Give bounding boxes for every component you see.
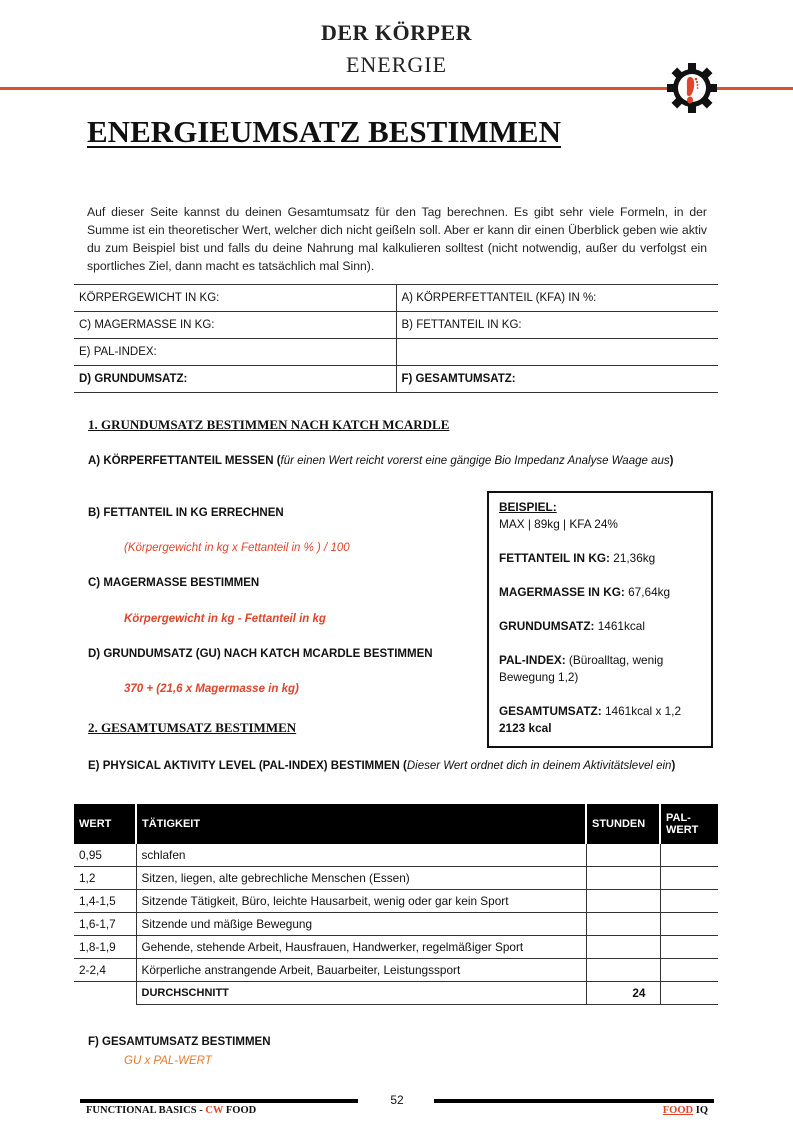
step-c: C) MAGERMASSE BESTIMMEN	[88, 577, 260, 589]
cell-taetigkeit: Gehende, stehende Arbeit, Hausfrauen, Handwerker, regelmäßiger Sport	[136, 936, 586, 959]
footer-rule-left	[80, 1099, 358, 1103]
cell-pal-wert[interactable]	[660, 867, 718, 890]
cell-taetigkeit: schlafen	[136, 844, 586, 867]
cell-taetigkeit: Sitzende und mäßige Bewegung	[136, 913, 586, 936]
example-result: 2123 kcal	[499, 721, 552, 735]
field-magermasse[interactable]: C) MAGERMASSE IN KG:	[74, 312, 396, 339]
formula-fettanteil: (Körpergewicht in kg x Fettanteil in % ) / 100	[124, 542, 350, 554]
example-pal: PAL-INDEX: (Büroalltag, wenig Bewegung 1,2)	[499, 653, 664, 684]
table-row	[74, 959, 718, 982]
step-a-note: für einen Wert reicht vorerst eine gängige Bio Impedanz Analyse Waage aus	[280, 455, 670, 467]
field-fettanteil[interactable]: B) FETTANTEIL IN KG:	[396, 312, 718, 339]
field-grundumsatz[interactable]: D) GRUNDUMSATZ:	[74, 366, 396, 393]
col-header-pal-wert: PAL-WERT	[660, 804, 718, 844]
cell-stunden[interactable]	[586, 936, 660, 959]
col-header-stunden: STUNDEN	[586, 804, 660, 844]
step-b: B) FETTANTEIL IN KG ERRECHNEN	[88, 507, 284, 519]
chapter-subtitle: ENERGIE	[345, 52, 448, 77]
cell-stunden[interactable]	[586, 844, 660, 867]
field-empty	[396, 339, 718, 366]
cell-stunden[interactable]	[586, 890, 660, 913]
cell-pal-wert[interactable]	[660, 913, 718, 936]
col-header-wert: WERT	[74, 804, 136, 844]
page-title: ENERGIEUMSATZ BESTIMMEN	[87, 114, 561, 149]
chapter-title: DER KÖRPER	[320, 20, 473, 45]
cell-wert: 1,2	[74, 867, 136, 890]
cell-taetigkeit: Sitzende Tätigkeit, Büro, leichte Hausarbeit, wenig oder gar kein Sport	[136, 890, 586, 913]
field-kfa[interactable]: A) KÖRPERFETTANTEIL (KFA) IN %:	[396, 285, 718, 312]
step-a-end: )	[669, 455, 674, 467]
example-fettanteil: FETTANTEIL IN KG: 21,36kg	[499, 551, 656, 565]
example-box	[487, 491, 713, 748]
cell-stunden[interactable]	[586, 913, 660, 936]
cell-empty	[74, 982, 136, 1005]
col-header-taetigkeit: TÄTIGKEIT	[136, 804, 586, 844]
footer-rule-right	[434, 1099, 714, 1103]
cell-pal-wert[interactable]	[660, 844, 718, 867]
example-gesamtumsatz: GESAMTUMSATZ: 1461kcal x 1,2	[499, 704, 682, 718]
example-title: BEISPIEL:	[499, 500, 557, 514]
step-e-label: E) PHYSICAL AKTIVITY LEVEL (PAL-INDEX) BESTIMMEN (	[88, 760, 407, 772]
formula-grundumsatz: 370 + (21,6 x Magermasse in kg)	[124, 683, 299, 695]
table-total-row	[74, 982, 718, 1005]
cell-wert: 2-2,4	[74, 959, 136, 982]
footer-brand: FOOD IQ	[662, 1105, 708, 1116]
example-magermasse: MAGERMASSE IN KG: 67,64kg	[499, 585, 671, 599]
pal-table	[74, 804, 718, 1005]
formula-magermasse: Körpergewicht in kg - Fettanteil in kg	[124, 613, 326, 625]
cell-taetigkeit: Sitzen, liegen, alte gebrechliche Menschen (Essen)	[136, 867, 586, 890]
step-d: D) GRUNDUMSATZ (GU) NACH KATCH MCARDLE BESTIMMEN	[88, 648, 433, 660]
total-hours: 24	[586, 982, 660, 1005]
section-heading-1: 1. GRUNDUMSATZ BESTIMMEN NACH KATCH MCARDLE	[88, 417, 450, 432]
formula-gesamtumsatz: GU x PAL-WERT	[124, 1055, 212, 1067]
cell-stunden[interactable]	[586, 867, 660, 890]
cell-wert: 1,8-1,9	[74, 936, 136, 959]
cell-pal-wert[interactable]	[660, 959, 718, 982]
cell-pal-wert[interactable]	[660, 936, 718, 959]
table-row	[74, 867, 718, 890]
cell-taetigkeit: Körperliche anstrangende Arbeit, Bauarbeiter, Leistungssport	[136, 959, 586, 982]
footer-book-title: FUNCTIONAL BASICS - CW FOOD	[86, 1105, 257, 1116]
table-row	[74, 913, 718, 936]
table-row	[74, 936, 718, 959]
step-a-label: A) KÖRPERFETTANTEIL MESSEN (	[88, 455, 281, 467]
cell-stunden[interactable]	[586, 959, 660, 982]
field-koerpergewicht[interactable]: KÖRPERGEWICHT IN KG:	[74, 285, 396, 312]
header-rule	[0, 87, 668, 90]
step-e-note: Dieser Wert ordnet dich in deinem Aktivitätslevel ein	[406, 760, 672, 772]
step-a	[88, 452, 706, 471]
step-f: F) GESAMTUMSATZ BESTIMMEN	[88, 1036, 271, 1048]
section-heading-2: 2. GESAMTUMSATZ BESTIMMEN	[88, 720, 297, 735]
example-grundumsatz: GRUNDUMSATZ: 1461kcal	[499, 619, 645, 633]
cell-wert: 0,95	[74, 844, 136, 867]
example-person: MAX | 89kg | KFA 24%	[499, 517, 618, 531]
field-gesamtumsatz[interactable]: F) GESAMTUMSATZ:	[396, 366, 718, 393]
total-pal-wert[interactable]	[660, 982, 718, 1005]
header-rule-right	[716, 87, 793, 90]
cell-wert: 1,4-1,5	[74, 890, 136, 913]
total-label: DURCHSCHNITT	[136, 982, 586, 1005]
step-e-end: )	[671, 760, 676, 772]
table-row	[74, 890, 718, 913]
input-form-table	[74, 284, 718, 393]
intro-paragraph: Auf dieser Seite kannst du deinen Gesamtumsatz für den Tag berechnen. Es gibt sehr viele Formeln, in der Summe ist ein theoretischer Wert, welcher dich nicht geißeln soll. Aber er kann dir einen Überblick geben wie aktiv du zum Beispiel bist und falls du deine Nahrung mal kalkulieren solltest (nicht notwendig, außer du verfolgst ein sportliches Ziel, dann macht es tatsächlich mal Sinn).	[87, 205, 707, 273]
cell-pal-wert[interactable]	[660, 890, 718, 913]
field-pal-index[interactable]: E) PAL-INDEX:	[74, 339, 396, 366]
gear-footprint-icon	[666, 62, 718, 114]
cell-wert: 1,6-1,7	[74, 913, 136, 936]
step-e	[88, 757, 706, 776]
page-number: 52	[390, 1093, 404, 1107]
table-row	[74, 844, 718, 867]
